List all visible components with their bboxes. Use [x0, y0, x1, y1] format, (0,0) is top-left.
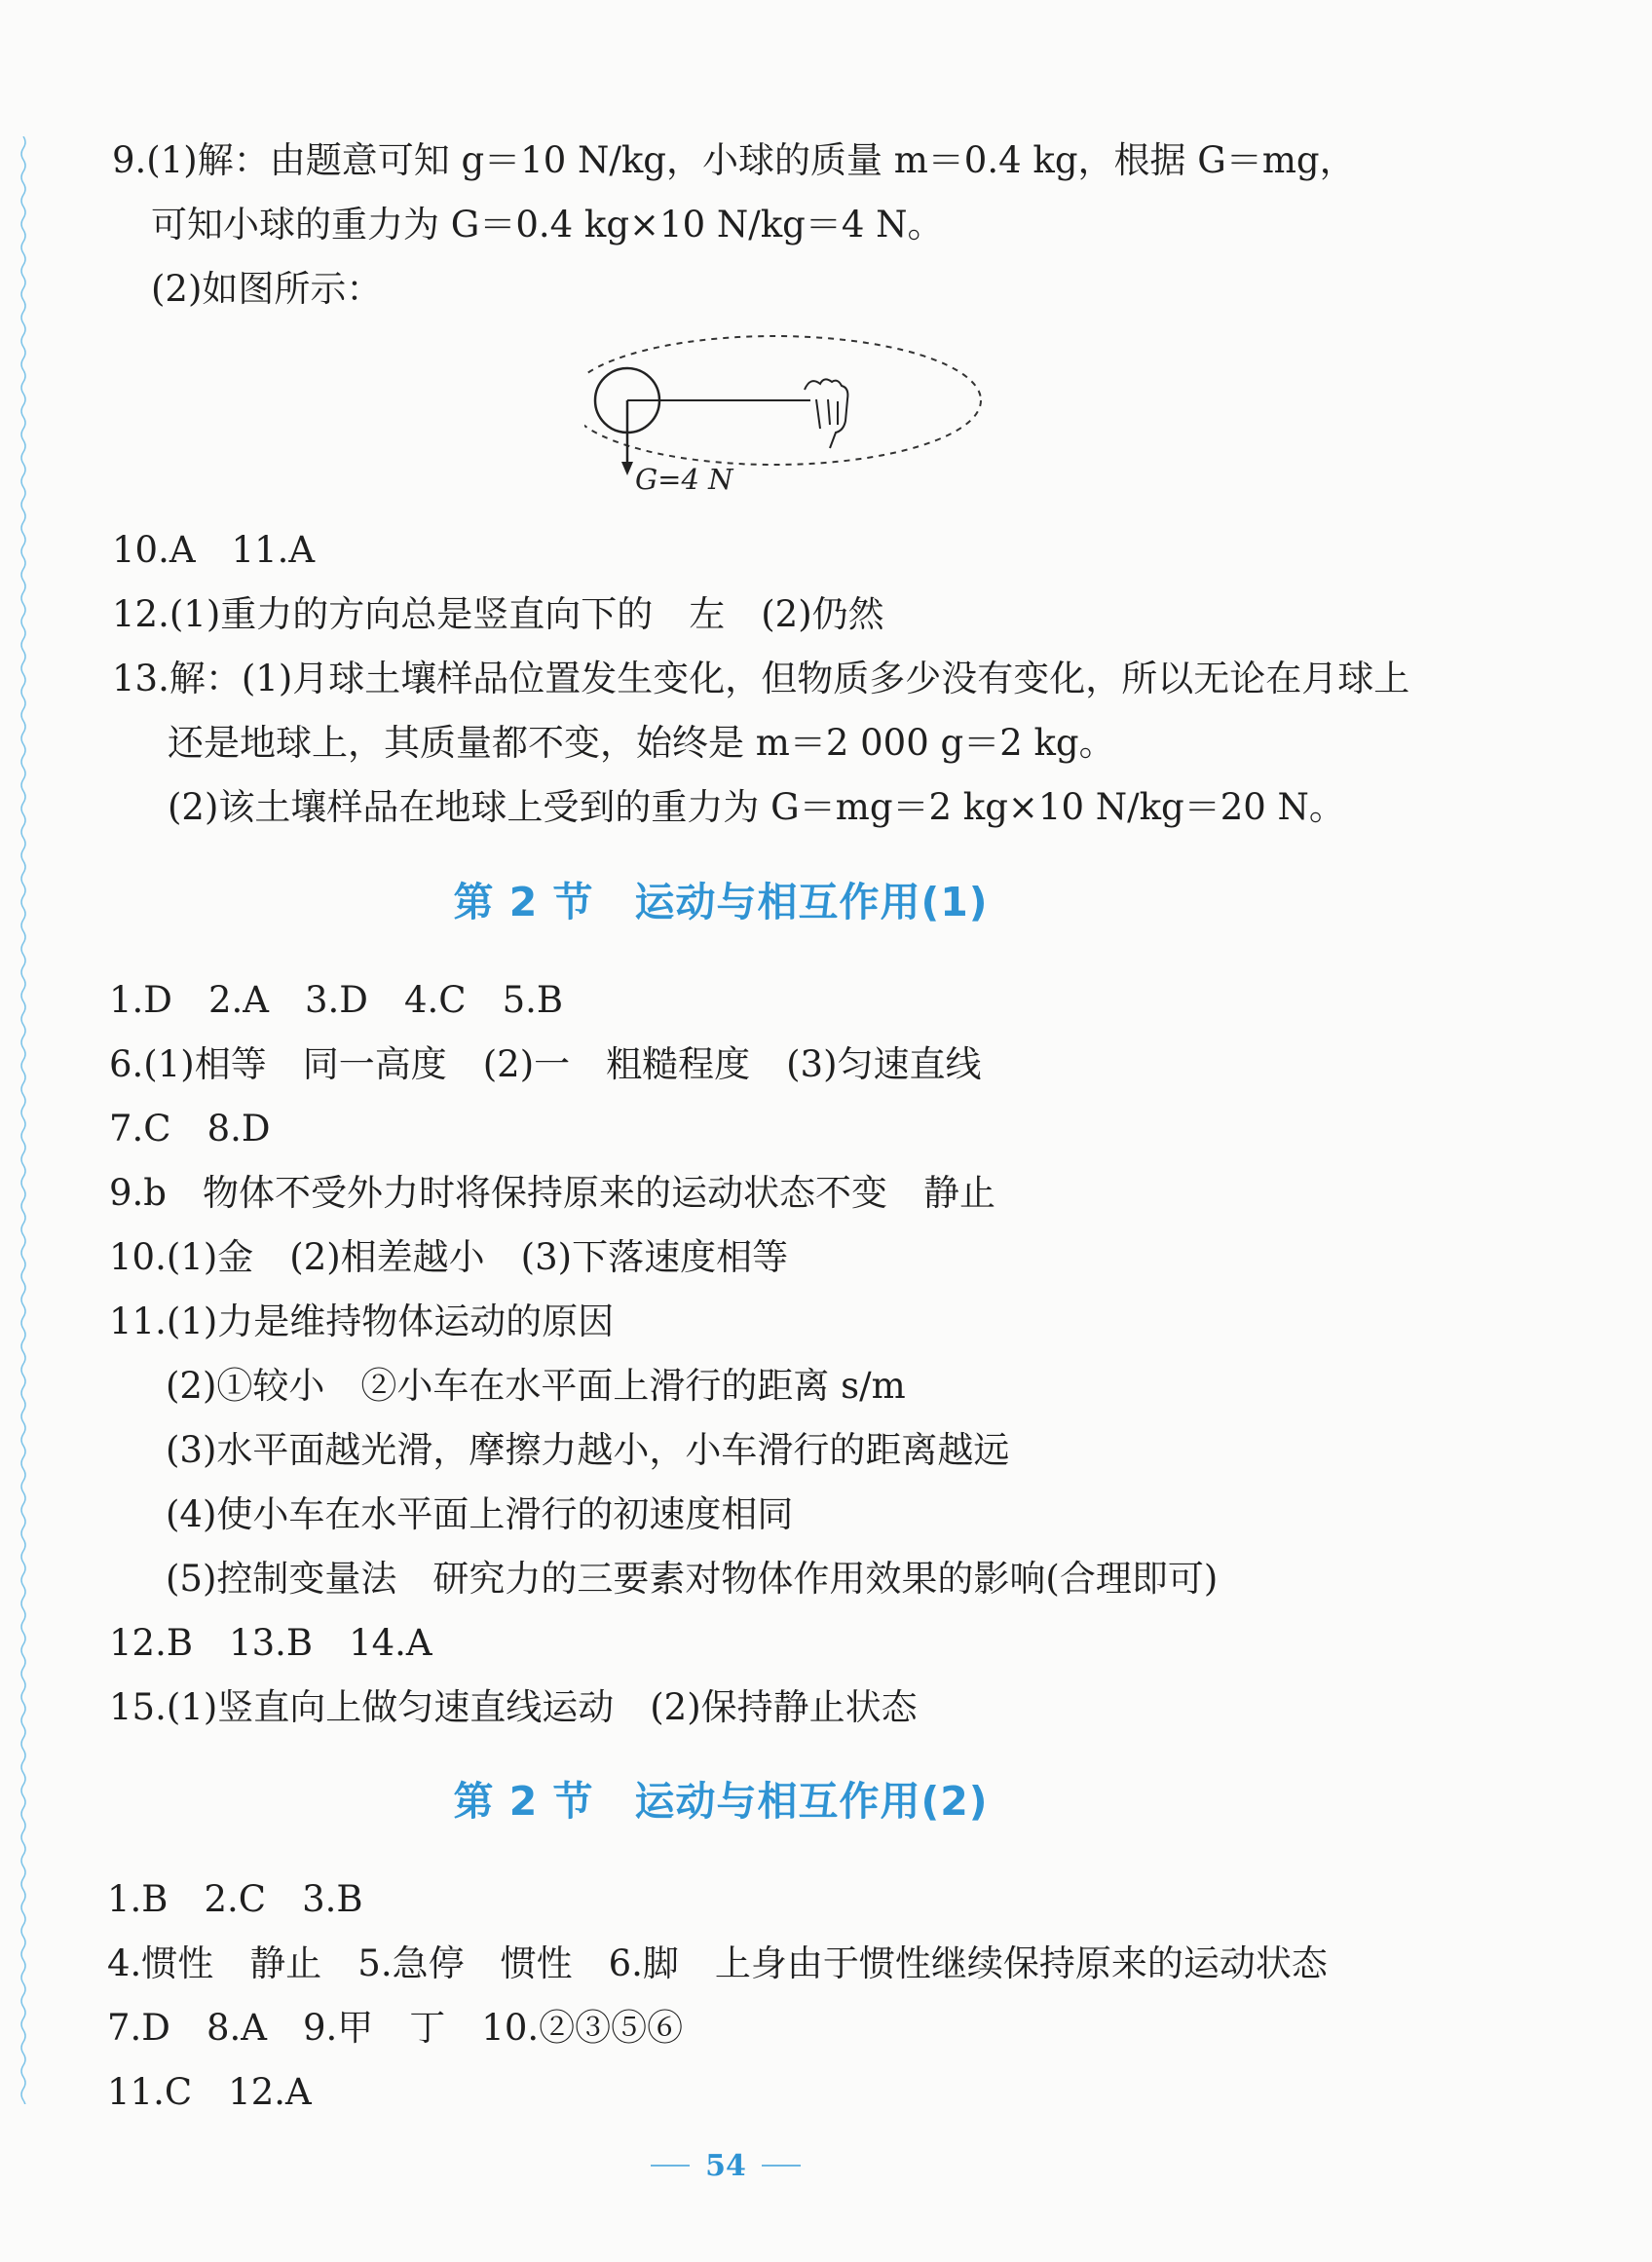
- hand-icon: [805, 379, 847, 448]
- gravity-label: G=4 N: [635, 463, 733, 496]
- section-heading-1: 第 2 节 运动与相互作用(1): [453, 879, 989, 925]
- s2-answer-11-4: (4)使小车在水平面上滑行的初速度相同: [166, 1493, 794, 1535]
- section-heading-2: 第 2 节 运动与相互作用(2): [453, 1778, 989, 1825]
- answer-13-line-2: 还是地球上，其质量都不变，始终是 m＝2 000 g＝2 kg。: [168, 722, 1115, 764]
- answer-9-line-3: (2)如图所示：: [151, 268, 383, 310]
- s3-answer-1-3: 1.B 2.C 3.B: [107, 1878, 363, 1920]
- answer-9-line-1: 9.(1)解：由题意可知 g＝10 N/kg，小球的质量 m＝0.4 kg，根据 G＝mg，: [112, 139, 1356, 181]
- s3-answer-7-10: 7.D 8.A 9.甲 丁 10.②③⑤⑥: [107, 2007, 684, 2049]
- footer-dash-left: [651, 2165, 690, 2167]
- answer-9-line-2: 可知小球的重力为 G＝0.4 kg×10 N/kg＝4 N。: [151, 204, 944, 245]
- s2-answer-10: 10.(1)金 (2)相差越小 (3)下落速度相等: [109, 1236, 789, 1278]
- s2-answer-15: 15.(1)竖直向上做匀速直线运动 (2)保持静止状态: [109, 1686, 918, 1728]
- s2-answer-11-5: (5)控制变量法 研究力的三要素对物体作用效果的影响(合理即可): [166, 1558, 1219, 1600]
- s2-answer-6: 6.(1)相等 同一高度 (2)一 粗糙程度 (3)匀速直线: [109, 1043, 982, 1085]
- gravity-diagram: [584, 321, 994, 507]
- answer-13-line-3: (2)该土壤样品在地球上受到的重力为 G＝mg＝2 kg×10 N/kg＝20 N。: [168, 786, 1345, 828]
- page-number: 54: [705, 2148, 746, 2183]
- s2-answer-9: 9.b 物体不受外力时将保持原来的运动状态不变 静止: [109, 1172, 995, 1214]
- answer-12: 12.(1)重力的方向总是竖直向下的 左 (2)仍然: [112, 593, 884, 635]
- s2-answer-7-8: 7.C 8.D: [109, 1108, 271, 1150]
- gravity-arrow-head: [621, 462, 633, 475]
- s2-answer-11-2: (2)①较小 ②小车在水平面上滑行的距离 s/m: [166, 1365, 906, 1407]
- s2-answer-1-5: 1.D 2.A 3.D 4.C 5.B: [109, 979, 564, 1021]
- s2-answer-12-14: 12.B 13.B 14.A: [109, 1622, 432, 1664]
- page-footer: [0, 2143, 1451, 2188]
- answer-13-line-1: 13.解：(1)月球土壤样品位置发生变化，但物质多少没有变化，所以无论在月球上: [112, 658, 1410, 699]
- answer-10-11: 10.A 11.A: [112, 529, 316, 571]
- s3-answer-4-6: 4.惯性 静止 5.急停 惯性 6.脚 上身由于惯性继续保持原来的运动状态: [107, 1942, 1328, 1984]
- s3-answer-11-12: 11.C 12.A: [107, 2071, 312, 2113]
- footer-dash-right: [762, 2165, 801, 2167]
- s2-answer-11-1: 11.(1)力是维持物体运动的原因: [109, 1301, 615, 1342]
- s2-answer-11-3: (3)水平面越光滑，摩擦力越小，小车滑行的距离越远: [166, 1429, 1010, 1471]
